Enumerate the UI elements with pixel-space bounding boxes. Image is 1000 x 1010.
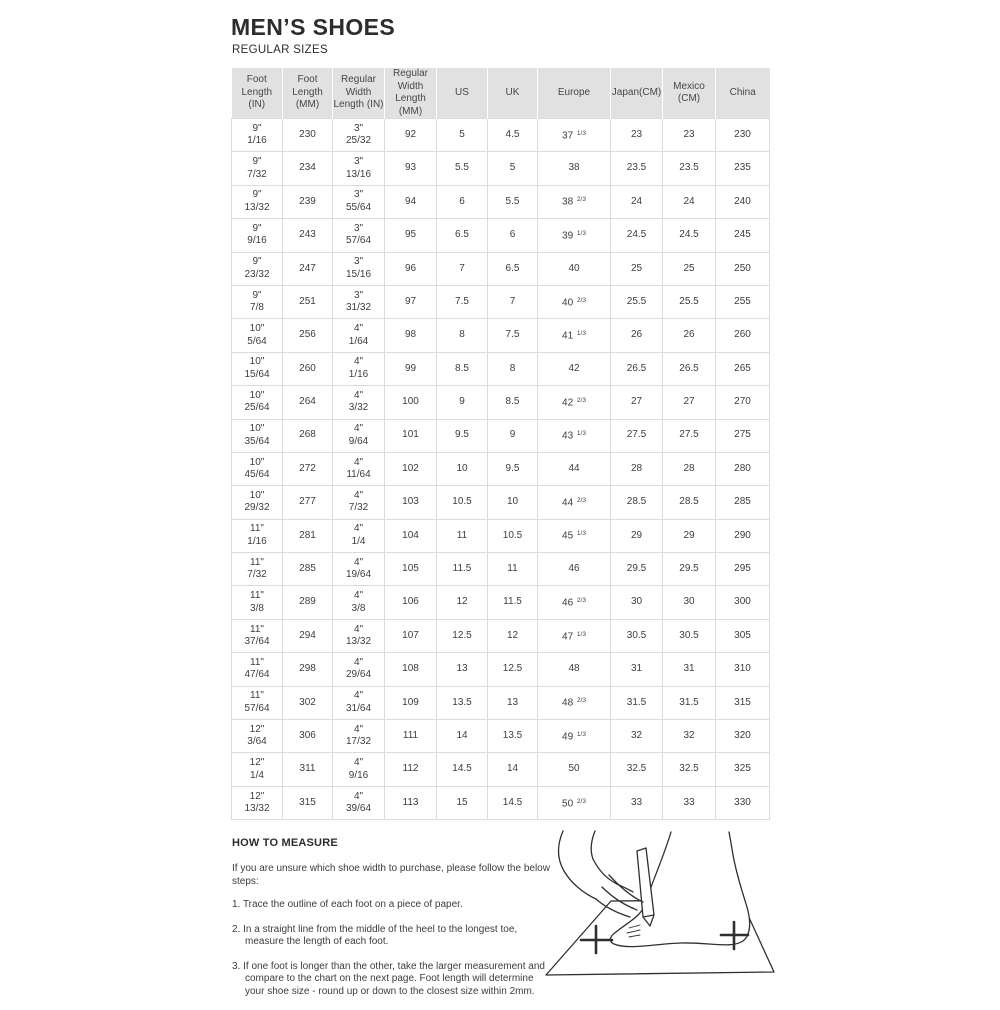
table-cell: 275: [716, 419, 770, 452]
table-cell: 47 $^{1/3}$: [538, 619, 611, 652]
table-cell: 270: [716, 386, 770, 419]
table-cell: 10: [437, 452, 488, 485]
table-cell: 14: [437, 720, 488, 753]
table-cell: 112: [385, 753, 437, 786]
table-row: [232, 686, 770, 719]
table-cell: 39 $^{1/3}$: [538, 219, 611, 252]
table-cell: 24: [611, 185, 663, 218]
table-cell: 325: [716, 753, 770, 786]
table-cell: 3" 15/16: [333, 252, 385, 285]
table-cell: 5.5: [437, 152, 488, 185]
table-cell: 40: [538, 252, 611, 285]
table-cell: 12.5: [437, 619, 488, 652]
size-table: [231, 68, 770, 820]
foot-outline: [610, 832, 749, 947]
table-cell: 280: [716, 452, 770, 485]
table-cell: 310: [716, 653, 770, 686]
table-cell: 26: [611, 319, 663, 352]
table-cell: 4" 1/64: [333, 319, 385, 352]
table-cell: 103: [385, 486, 437, 519]
table-cell: 4" 7/32: [333, 486, 385, 519]
table-row: [232, 252, 770, 285]
table-body: [232, 119, 770, 820]
table-cell: 15: [437, 786, 488, 819]
table-cell: 243: [283, 219, 333, 252]
foot-tracing-illustration: [533, 829, 785, 999]
table-cell: 38 $^{2/3}$: [538, 185, 611, 218]
table-cell: 251: [283, 285, 333, 318]
table-cell: 8: [437, 319, 488, 352]
table-cell: 235: [716, 152, 770, 185]
table-row: [232, 386, 770, 419]
how-to-measure-steps: [232, 899, 554, 998]
table-cell: 9" 1/16: [232, 119, 283, 152]
table-cell: 111: [385, 720, 437, 753]
table-cell: 330: [716, 786, 770, 819]
table-cell: 7.5: [437, 285, 488, 318]
table-cell: 107: [385, 619, 437, 652]
table-row: [232, 352, 770, 385]
table-cell: 14.5: [437, 753, 488, 786]
table-cell: 3" 25/32: [333, 119, 385, 152]
table-cell: 6: [488, 219, 538, 252]
table-cell: 33: [663, 786, 716, 819]
table-cell: 300: [716, 586, 770, 619]
table-cell: 24.5: [663, 219, 716, 252]
table-cell: 302: [283, 686, 333, 719]
table-cell: 315: [716, 686, 770, 719]
table-cell: 102: [385, 452, 437, 485]
table-cell: 93: [385, 152, 437, 185]
table-cell: 113: [385, 786, 437, 819]
table-cell: 4" 17/32: [333, 720, 385, 753]
table-cell: 30.5: [663, 619, 716, 652]
table-cell: 298: [283, 653, 333, 686]
column-header: Regular Width Length (IN): [333, 68, 385, 119]
column-header: US: [437, 68, 488, 119]
table-cell: 42: [538, 352, 611, 385]
table-cell: 30: [611, 586, 663, 619]
table-cell: 9" 7/32: [232, 152, 283, 185]
table-cell: 4" 3/32: [333, 386, 385, 419]
table-cell: 3" 31/32: [333, 285, 385, 318]
table-cell: 9" 23/32: [232, 252, 283, 285]
table-cell: 14: [488, 753, 538, 786]
table-cell: 10" 5/64: [232, 319, 283, 352]
table-cell: 3" 55/64: [333, 185, 385, 218]
table-cell: 5: [488, 152, 538, 185]
table-cell: 49 $^{1/3}$: [538, 720, 611, 753]
table-cell: 11: [437, 519, 488, 552]
table-row: [232, 786, 770, 819]
table-cell: 6.5: [437, 219, 488, 252]
table-cell: 4" 13/32: [333, 619, 385, 652]
table-row: [232, 519, 770, 552]
table-row: [232, 152, 770, 185]
how-to-step: 3. If one foot is longer than the other, take the larger measurement and compare to the chart on the next page. Foot length will determine your shoe size - round up or down to the closest size within 2mm.: [232, 960, 545, 997]
column-header: Japan(CM): [611, 68, 663, 119]
table-cell: 92: [385, 119, 437, 152]
table-cell: 239: [283, 185, 333, 218]
table-cell: 44: [538, 452, 611, 485]
table-cell: 265: [716, 352, 770, 385]
table-cell: 32.5: [611, 753, 663, 786]
table-cell: 44 $^{2/3}$: [538, 486, 611, 519]
table-cell: 11" 3/8: [232, 586, 283, 619]
table-cell: 26: [663, 319, 716, 352]
table-cell: 285: [283, 553, 333, 586]
table-cell: 10" 25/64: [232, 386, 283, 419]
table-cell: 13: [488, 686, 538, 719]
table-row: [232, 185, 770, 218]
column-header: Foot Length (IN): [232, 68, 283, 119]
table-cell: 230: [283, 119, 333, 152]
table-cell: 5: [437, 119, 488, 152]
column-header: UK: [488, 68, 538, 119]
table-cell: 25.5: [663, 285, 716, 318]
table-cell: 10.5: [437, 486, 488, 519]
table-cell: 4" 1/16: [333, 352, 385, 385]
table-cell: 31: [611, 653, 663, 686]
table-cell: 27.5: [611, 419, 663, 452]
table-cell: 27.5: [663, 419, 716, 452]
table-row: [232, 486, 770, 519]
table-cell: 295: [716, 553, 770, 586]
table-row: [232, 452, 770, 485]
table-cell: 46 $^{2/3}$: [538, 586, 611, 619]
table-cell: 4" 29/64: [333, 653, 385, 686]
table-cell: 10.5: [488, 519, 538, 552]
table-cell: 10" 29/32: [232, 486, 283, 519]
table-cell: 11" 57/64: [232, 686, 283, 719]
table-cell: 99: [385, 352, 437, 385]
table-cell: 106: [385, 586, 437, 619]
table-cell: 7: [437, 252, 488, 285]
table-cell: 23.5: [663, 152, 716, 185]
table-cell: 11" 47/64: [232, 653, 283, 686]
table-cell: 10" 35/64: [232, 419, 283, 452]
table-cell: 25: [611, 252, 663, 285]
table-row: [232, 653, 770, 686]
table-cell: 285: [716, 486, 770, 519]
table-cell: 101: [385, 419, 437, 452]
table-cell: 277: [283, 486, 333, 519]
table-cell: 12" 1/4: [232, 753, 283, 786]
page-subtitle: REGULAR SIZES: [232, 44, 328, 56]
table-cell: 13: [437, 653, 488, 686]
table-row: [232, 119, 770, 152]
page-title: MEN’S SHOES: [231, 14, 396, 40]
table-cell: 14.5: [488, 786, 538, 819]
table-cell: 4" 9/16: [333, 753, 385, 786]
table-cell: 28: [611, 452, 663, 485]
table-cell: 48 $^{2/3}$: [538, 686, 611, 719]
table-cell: 6.5: [488, 252, 538, 285]
table-cell: 23: [663, 119, 716, 152]
table-cell: 45 $^{1/3}$: [538, 519, 611, 552]
table-cell: 12: [488, 619, 538, 652]
table-cell: 31: [663, 653, 716, 686]
how-to-measure-section: [232, 837, 554, 1010]
table-cell: 29.5: [663, 553, 716, 586]
table-row: [232, 720, 770, 753]
table-cell: 9" 13/32: [232, 185, 283, 218]
table-cell: 48: [538, 653, 611, 686]
column-header: Europe: [538, 68, 611, 119]
table-cell: 24: [663, 185, 716, 218]
how-to-step: 1. Trace the outline of each foot on a piece of paper.: [232, 899, 463, 910]
table-cell: 7.5: [488, 319, 538, 352]
table-cell: 12" 13/32: [232, 786, 283, 819]
table-cell: 95: [385, 219, 437, 252]
table-row: [232, 219, 770, 252]
column-header: China: [716, 68, 770, 119]
table-cell: 4" 9/64: [333, 419, 385, 452]
table-cell: 260: [283, 352, 333, 385]
table-cell: 8: [488, 352, 538, 385]
table-cell: 26.5: [663, 352, 716, 385]
table-cell: 12.5: [488, 653, 538, 686]
table-cell: 7: [488, 285, 538, 318]
table-cell: 104: [385, 519, 437, 552]
table-cell: 12" 3/64: [232, 720, 283, 753]
table-header-row: [232, 68, 770, 119]
table-cell: 9" 9/16: [232, 219, 283, 252]
table-cell: 29: [611, 519, 663, 552]
table-cell: 255: [716, 285, 770, 318]
table-cell: 4" 19/64: [333, 553, 385, 586]
table-cell: 32: [611, 720, 663, 753]
table-cell: 9: [437, 386, 488, 419]
table-cell: 25: [663, 252, 716, 285]
table-cell: 10" 15/64: [232, 352, 283, 385]
table-cell: 11.5: [488, 586, 538, 619]
table-cell: 11: [488, 553, 538, 586]
table-cell: 245: [716, 219, 770, 252]
table-cell: 12: [437, 586, 488, 619]
table-cell: 281: [283, 519, 333, 552]
table-cell: 294: [283, 619, 333, 652]
table-cell: 5.5: [488, 185, 538, 218]
table-cell: 11" 1/16: [232, 519, 283, 552]
table-cell: 33: [611, 786, 663, 819]
table-cell: 30.5: [611, 619, 663, 652]
table-cell: 24.5: [611, 219, 663, 252]
table-cell: 234: [283, 152, 333, 185]
table-cell: 50 $^{2/3}$: [538, 786, 611, 819]
table-cell: 9.5: [437, 419, 488, 452]
table-cell: 4.5: [488, 119, 538, 152]
table-cell: 31.5: [611, 686, 663, 719]
table-cell: 13.5: [488, 720, 538, 753]
column-header: Foot Length (MM): [283, 68, 333, 119]
table-cell: 29.5: [611, 553, 663, 586]
table-cell: 28.5: [611, 486, 663, 519]
table-cell: 29: [663, 519, 716, 552]
table-cell: 264: [283, 386, 333, 419]
table-row: [232, 619, 770, 652]
table-cell: 315: [283, 786, 333, 819]
table-cell: 42 $^{2/3}$: [538, 386, 611, 419]
table-cell: 4" 11/64: [333, 452, 385, 485]
how-to-step: 2. In a straight line from the middle of the heel to the longest toe, measure the length of each foot.: [232, 923, 518, 947]
table-cell: 9" 7/8: [232, 285, 283, 318]
table-cell: 11.5: [437, 553, 488, 586]
table-cell: 26.5: [611, 352, 663, 385]
table-cell: 4" 1/4: [333, 519, 385, 552]
table-cell: 38: [538, 152, 611, 185]
table-cell: 28.5: [663, 486, 716, 519]
table-cell: 6: [437, 185, 488, 218]
table-row: [232, 319, 770, 352]
table-row: [232, 586, 770, 619]
table-cell: 320: [716, 720, 770, 753]
table-cell: 260: [716, 319, 770, 352]
table-cell: 8.5: [488, 386, 538, 419]
table-cell: 27: [663, 386, 716, 419]
table-cell: 41 $^{1/3}$: [538, 319, 611, 352]
table-cell: 268: [283, 419, 333, 452]
table-cell: 306: [283, 720, 333, 753]
table-cell: 13.5: [437, 686, 488, 719]
table-cell: 40 $^{2/3}$: [538, 285, 611, 318]
table-cell: 230: [716, 119, 770, 152]
table-cell: 4" 31/64: [333, 686, 385, 719]
table-cell: 290: [716, 519, 770, 552]
table-cell: 4" 3/8: [333, 586, 385, 619]
table-cell: 25.5: [611, 285, 663, 318]
table-row: [232, 753, 770, 786]
table-cell: 43 $^{1/3}$: [538, 419, 611, 452]
table-cell: 94: [385, 185, 437, 218]
table-cell: 240: [716, 185, 770, 218]
table-cell: 11" 37/64: [232, 619, 283, 652]
table-cell: 109: [385, 686, 437, 719]
table-cell: 3" 13/16: [333, 152, 385, 185]
table-cell: 250: [716, 252, 770, 285]
table-cell: 50: [538, 753, 611, 786]
table-cell: 105: [385, 553, 437, 586]
table-cell: 289: [283, 586, 333, 619]
table-cell: 9.5: [488, 452, 538, 485]
table-cell: 10" 45/64: [232, 452, 283, 485]
table-cell: 305: [716, 619, 770, 652]
table-cell: 32: [663, 720, 716, 753]
column-header: Regular Width Length (MM): [385, 68, 437, 119]
table-cell: 27: [611, 386, 663, 419]
table-cell: 10: [488, 486, 538, 519]
table-cell: 311: [283, 753, 333, 786]
table-cell: 9: [488, 419, 538, 452]
table-cell: 100: [385, 386, 437, 419]
table-cell: 31.5: [663, 686, 716, 719]
column-header: Mexico (CM): [663, 68, 716, 119]
table-cell: 23: [611, 119, 663, 152]
table-cell: 4" 39/64: [333, 786, 385, 819]
table-cell: 23.5: [611, 152, 663, 185]
table-cell: 30: [663, 586, 716, 619]
how-to-measure-heading: HOW TO MEASURE: [232, 837, 338, 849]
table-cell: 28: [663, 452, 716, 485]
table-cell: 3" 57/64: [333, 219, 385, 252]
table-cell: 32.5: [663, 753, 716, 786]
table-cell: 272: [283, 452, 333, 485]
table-cell: 37 $^{1/3}$: [538, 119, 611, 152]
table-cell: 11" 7/32: [232, 553, 283, 586]
how-to-measure-intro: If you are unsure which shoe width to purchase, please follow the below steps:: [232, 863, 550, 887]
table-row: [232, 553, 770, 586]
table-cell: 247: [283, 252, 333, 285]
table-row: [232, 419, 770, 452]
table-cell: 96: [385, 252, 437, 285]
table-cell: 46: [538, 553, 611, 586]
table-cell: 97: [385, 285, 437, 318]
table-row: [232, 285, 770, 318]
table-cell: 108: [385, 653, 437, 686]
table-cell: 256: [283, 319, 333, 352]
table-cell: 98: [385, 319, 437, 352]
table-cell: 8.5: [437, 352, 488, 385]
